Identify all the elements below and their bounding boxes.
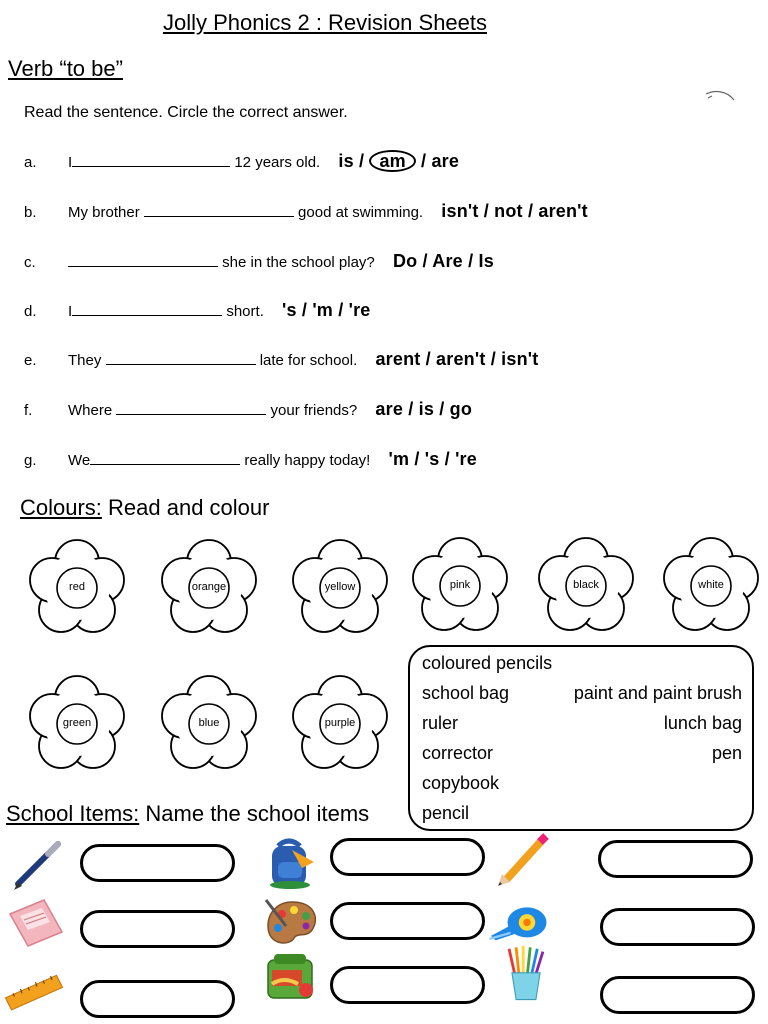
flower-purple[interactable]: purple	[285, 668, 395, 778]
word-coloured-pencils: coloured pencils	[422, 653, 553, 673]
flower-yellow[interactable]: yellow	[285, 532, 395, 642]
answer-box[interactable]	[600, 976, 755, 1014]
options-e: arent / aren't / isn't	[375, 349, 539, 369]
word-pencil: pencil	[422, 803, 470, 823]
question-c: c. she in the school play? Do / Are / Is	[24, 251, 494, 271]
copybook-icon	[6, 896, 66, 951]
coloured-pencils-icon	[496, 946, 556, 1001]
flower-white[interactable]: white	[656, 530, 766, 640]
flower-red[interactable]: red	[22, 532, 132, 642]
circled-answer: am	[369, 150, 415, 172]
answer-blank[interactable]	[68, 252, 218, 267]
ruler-icon	[4, 964, 64, 1019]
answer-box[interactable]	[598, 840, 753, 878]
lunch-bag-icon	[262, 950, 322, 1005]
word-copybook: copybook	[422, 773, 500, 793]
question-b: b. My brother good at swimming. isn't / not / aren't	[24, 201, 588, 221]
answer-blank[interactable]	[144, 202, 294, 217]
answer-box[interactable]	[330, 902, 485, 940]
options-c: Do / Are / Is	[392, 251, 494, 271]
scribble-mark	[704, 88, 738, 108]
answer-box[interactable]	[330, 966, 485, 1004]
question-f: f. Where your friends? are / is / go	[24, 399, 473, 419]
colours-heading: Colours: Read and colour	[20, 495, 270, 520]
answer-blank[interactable]	[72, 301, 222, 316]
question-g: g. We really happy today! 'm / 's / 're	[24, 449, 477, 469]
page-title: Jolly Phonics 2 : Revision Sheets	[162, 10, 488, 35]
answer-blank[interactable]	[90, 450, 240, 465]
answer-box[interactable]	[80, 844, 235, 882]
answer-box[interactable]	[330, 838, 485, 876]
word-corrector: corrector	[422, 743, 494, 763]
items-heading: School Items: Name the school items	[6, 801, 370, 826]
corrector-icon	[488, 896, 548, 951]
answer-blank[interactable]	[116, 400, 266, 415]
answer-blank[interactable]	[106, 350, 256, 365]
answer-box[interactable]	[600, 908, 755, 946]
flower-black[interactable]: black	[531, 530, 641, 640]
pen-icon	[10, 838, 70, 893]
verb-heading: Verb “to be”	[8, 56, 123, 81]
word-school-bag: school bag	[422, 683, 510, 703]
word-paint-brush: paint and paint brush	[573, 683, 742, 703]
word-lunch-bag: lunch bag	[663, 713, 742, 733]
verb-instruction: Read the sentence. Circle the correct answer.	[24, 104, 348, 121]
answer-blank[interactable]	[72, 152, 230, 167]
options-b: isn't / not / aren't	[441, 201, 588, 221]
word-ruler: ruler	[422, 713, 459, 733]
flower-blue[interactable]: blue	[154, 668, 264, 778]
question-d: d. I short. 's / 'm / 're	[24, 300, 371, 320]
flower-orange[interactable]: orange	[154, 532, 264, 642]
answer-box[interactable]	[80, 980, 235, 1018]
options-d: 's / 'm / 're	[282, 300, 371, 320]
question-a: a. I 12 years old. is / am / are	[24, 151, 460, 171]
paint-palette-icon	[262, 896, 322, 951]
question-e: e. They late for school. arent / aren't / isn't	[24, 349, 539, 369]
word-bank	[408, 645, 754, 831]
school-bag-icon	[262, 836, 322, 891]
options-f: are / is / go	[375, 399, 473, 419]
answer-box[interactable]	[80, 910, 235, 948]
pencil-icon	[492, 832, 552, 887]
flower-green[interactable]: green	[22, 668, 132, 778]
word-pen: pen	[711, 743, 742, 763]
options-a: is / am / are	[338, 151, 460, 171]
flower-pink[interactable]: pink	[405, 530, 515, 640]
options-g: 'm / 's / 're	[388, 449, 477, 469]
